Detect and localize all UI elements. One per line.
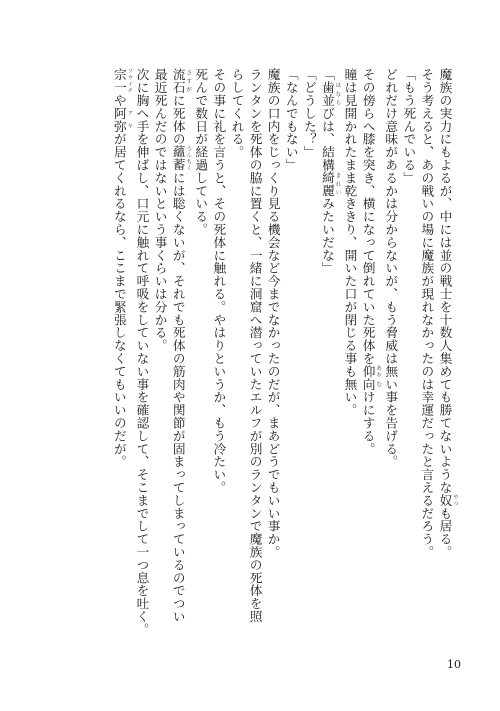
text-segment: には聡くないが、それでも死体の筋肉や関節が固まってしまっているのでつい [170,171,186,623]
text-segment: 死んで数日が経過している。 [193,68,209,236]
ruby-base: 歯並 [319,80,335,107]
text-line [399,68,417,648]
ruby-word [437,493,458,507]
text-line [227,68,245,648]
text-segment: 魔族の実力にもよるが、中には並の戦士を十数人集めても勝てないような [437,68,453,494]
text-segment: どれだけ意味があるかは分からないが、もう脅威は無い事を告げる。 [383,68,399,468]
ruby-word [360,377,382,391]
ruby-base: 流石 [170,68,186,94]
ruby-base: 奴 [437,493,453,507]
ruby-reading: はなら [334,80,341,107]
page-number: 10 [447,658,461,671]
ruby-base: 宗一 [111,68,127,94]
text-line [300,68,318,648]
ruby-reading: アヤ [126,106,133,133]
text-segment: けにする。 [360,390,376,456]
ruby-word [319,80,341,107]
text-line [245,68,263,648]
ruby-base: 阿弥 [111,106,127,133]
text-segment: その傍らへ膝を突き、横になって倒れていた死体を [360,68,376,365]
ruby-word [170,145,192,172]
text-line [282,68,300,648]
text-segment: ランタンを死体の脇に置くと、一緒に洞窟へ潜っていたエルフが別のランタンで魔族の死体を照 [247,68,263,623]
text-line [381,68,399,648]
ruby-reading: きれい [334,171,341,198]
text-segment: 魔族の口内をじっくり見る機会など今までなかったのだが、まあどうでもいい事か。 [265,68,281,559]
text-line [435,68,458,648]
text-line [151,68,169,648]
ruby-base: 向 [360,377,376,391]
text-segment: その事に礼を言うと、その死体に触れる。やはりというか、もう冷たい。 [211,68,227,494]
ruby-reading: さすが [185,68,192,94]
ruby-word [319,171,341,198]
ruby-base: 綺麗 [319,171,335,198]
text-segment: みたいだな」 [319,197,335,275]
text-line [359,68,382,648]
text-segment: 「なんでもない」 [283,68,299,172]
text-segment: 「もう死んでいる」 [401,68,417,185]
text-line [110,68,133,648]
text-segment: 次に胸へ手を伸ばし、口元に触れて呼吸をしていない事を確認して、そこまでして一つ息を吐く。 [134,68,150,636]
ruby-word [360,364,382,378]
ruby-reading: うんちく [185,145,192,172]
text-segment: 最近死んだのではないという事くらいは分かる。 [152,68,168,352]
text-line [191,68,209,648]
text-segment: らしてくれる。 [229,68,245,159]
text-line [169,68,192,648]
ruby-reading: ソウイチ [126,68,133,94]
text-segment: が居てくれるなら、ここまで緊張しなくてもいいのだが。 [111,132,127,468]
ruby-word [111,68,133,94]
text-line [132,68,150,648]
text-segment: 「 [319,68,335,81]
ruby-reading: む [375,377,382,391]
text-line [264,68,282,648]
text-line [340,68,358,648]
ruby-base: 仰 [360,364,376,378]
text-segment: や [111,93,127,107]
text-segment: に死体の [170,93,186,146]
text-line [417,68,435,648]
vertical-text-body [110,68,458,648]
text-segment: びは、結構 [319,106,335,172]
text-line [209,68,227,648]
ruby-word [111,106,133,133]
text-segment: 「どうした？」 [301,68,317,159]
ruby-reading: あお [375,364,382,378]
ruby-base: 蘊蓄 [170,145,186,172]
text-segment: 瞳は見開かれたまま乾ききり、開いた口が閉じる事も無い。 [342,68,358,417]
text-segment: も居る。 [437,506,453,559]
text-segment: そう考えると、あの戦いの場に魔族が現れなかったのは幸運だったと言えるだろう。 [419,68,435,559]
ruby-word [170,68,192,94]
text-line [318,68,341,648]
ruby-reading: やつ [452,493,458,507]
